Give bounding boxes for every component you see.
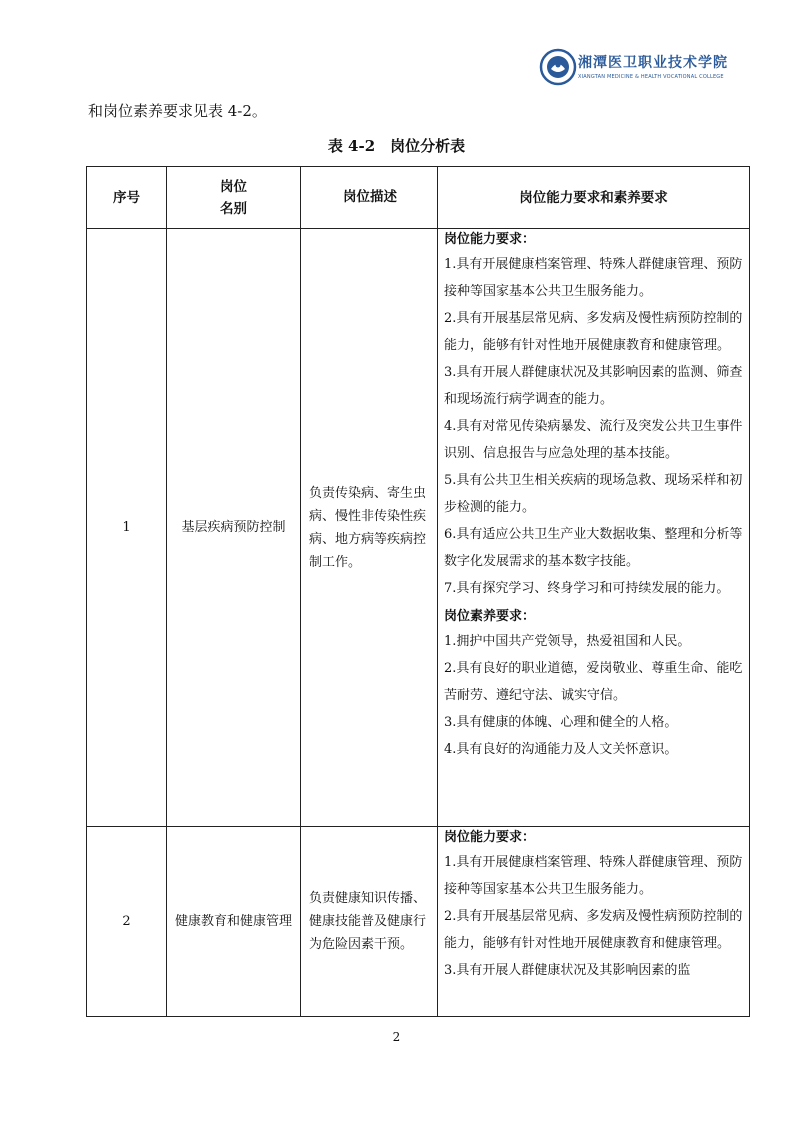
school-name-cn: 湘潭医卫职业技术学院 (578, 55, 728, 71)
table-row (87, 827, 750, 1017)
row-no: 1 (87, 229, 167, 827)
header-req: 岗位能力要求和素养要求 (438, 167, 750, 229)
table-caption: 表 4-2 岗位分析表 (327, 137, 466, 155)
row-requirements (438, 229, 750, 827)
quality-heading: 岗位素养要求： (444, 609, 536, 624)
ability-item: 7.具有探究学习、终身学习和可持续发展的能力。 (444, 581, 730, 596)
quality-item: 1.拥护中国共产党领导，热爱祖国和人民。 (444, 634, 691, 649)
row-requirements (438, 827, 750, 1017)
ability-item: 2.具有开展基层常见病、多发病及慢性病预防控制的能力，能够有针对性地开展健康教育和健康管理。 (444, 909, 743, 951)
table-header-row (87, 167, 750, 229)
ability-item: 3.具有开展人群健康状况及其影响因素的监测、筛查和现场流行病学调查的能力。 (444, 365, 743, 407)
ability-item: 6.具有适应公共卫生产业大数据收集、整理和分析等数字化发展需求的基本数字技能。 (444, 527, 743, 569)
ability-list (444, 251, 743, 602)
row-name: 健康教育和健康管理 (167, 827, 301, 1017)
header-no: 序号 (87, 167, 167, 229)
quality-list (444, 628, 743, 763)
ability-item: 1.具有开展健康档案管理、特殊人群健康管理、预防接种等国家基本公共卫生服务能力。 (444, 855, 743, 897)
ability-item: 2.具有开展基层常见病、多发病及慢性病预防控制的能力，能够有针对性地开展健康教育和健康管理。 (444, 311, 743, 353)
ability-list (444, 849, 743, 984)
job-analysis-table (86, 166, 750, 1017)
row-name: 基层疾病预防控制 (167, 229, 301, 827)
ability-heading: 岗位能力要求： (444, 232, 536, 247)
ability-item: 3.具有开展人群健康状况及其影响因素的监 (444, 963, 691, 978)
header-name (167, 167, 301, 229)
header-desc: 岗位描述 (301, 167, 438, 229)
intro-text: 和岗位素养要求见表 4-2。 (88, 102, 267, 120)
table-row (87, 229, 750, 827)
quality-item: 2.具有良好的职业道德，爱岗敬业、尊重生命、能吃苦耐劳、遵纪守法、诚实守信。 (444, 661, 743, 703)
header-name-text: 岗位 名别 (220, 178, 247, 217)
ability-item: 1.具有开展健康档案管理、特殊人群健康管理、预防接种等国家基本公共卫生服务能力。 (444, 257, 743, 299)
page-number: 2 (392, 1030, 401, 1044)
quality-item: 4.具有良好的沟通能力及人文关怀意识。 (444, 742, 678, 757)
row-desc: 负责传染病、寄生虫病、慢性非传染性疾病、地方病等疾病控制工作。 (301, 229, 438, 827)
ability-item: 4.具有对常见传染病暴发、流行及突发公共卫生事件识别、信息报告与应急处理的基本技能。 (444, 419, 743, 461)
school-name-en: XIANGTAN MEDICINE & HEALTH VOCATIONAL COLLEGE (578, 74, 724, 80)
quality-item: 3.具有健康的体魄、心理和健全的人格。 (444, 715, 678, 730)
row-desc: 负责健康知识传播、健康技能普及健康行为危险因素干预。 (301, 827, 438, 1017)
ability-item: 5.具有公共卫生相关疾病的现场急救、现场采样和初步检测的能力。 (444, 473, 743, 515)
row-no: 2 (87, 827, 167, 1017)
ability-heading: 岗位能力要求： (444, 830, 536, 845)
